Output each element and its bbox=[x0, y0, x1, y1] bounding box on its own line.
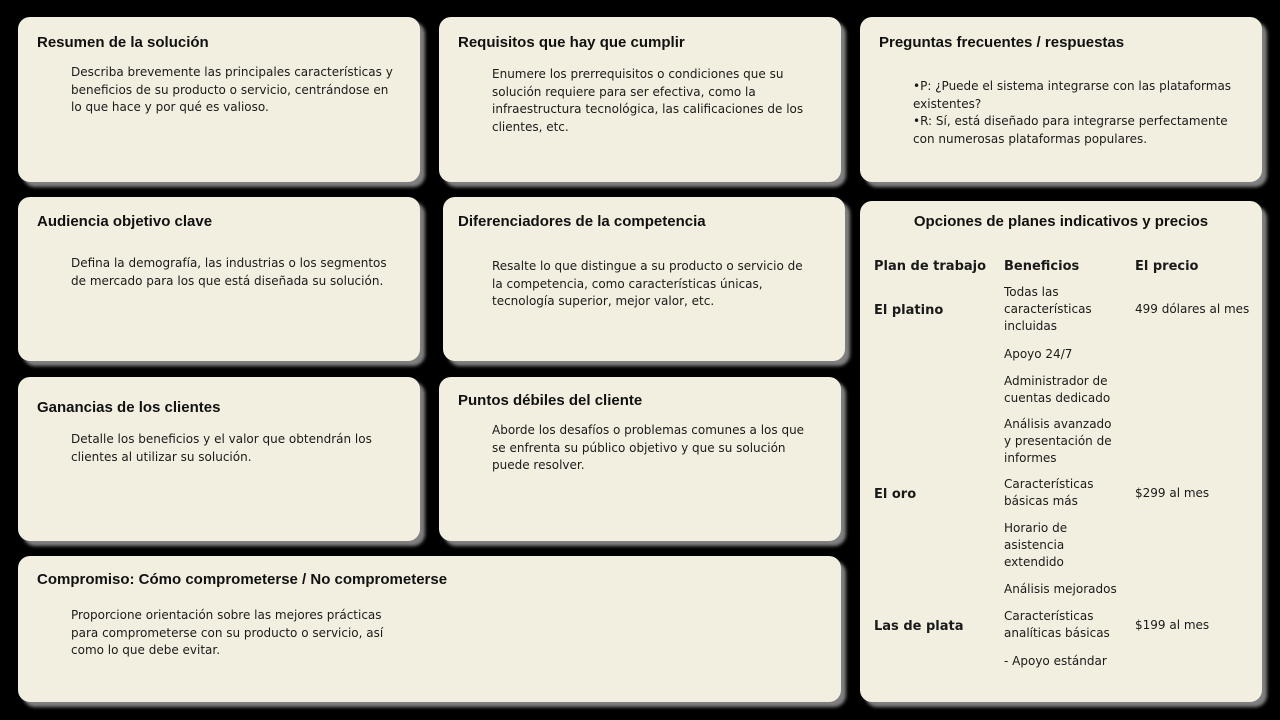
benefit-item: Apoyo 24/7 bbox=[1004, 347, 1073, 361]
plan-price-platinum: 499 dólares al mes bbox=[1135, 302, 1250, 316]
benefit-item: - Apoyo estándar bbox=[1004, 654, 1107, 668]
requirements-title: Requisitos que hay que cumplir bbox=[458, 34, 685, 51]
plan-name-platinum: El platino bbox=[874, 303, 944, 318]
gains-title: Ganancias de los clientes bbox=[37, 399, 221, 416]
faq-title: Preguntas frecuentes / respuestas bbox=[879, 34, 1125, 51]
faq-question: •P: ¿Puede el sistema integrarse con las plataformas existentes? bbox=[913, 79, 1232, 111]
faq-card bbox=[860, 17, 1262, 182]
plan-price-silver: $199 al mes bbox=[1135, 618, 1210, 632]
differentiators-card bbox=[443, 197, 845, 361]
plan-price-gold: $299 al mes bbox=[1135, 486, 1210, 500]
differentiators-title: Diferenciadores de la competencia bbox=[458, 213, 706, 230]
benefit-item: Características analíticas básicas bbox=[1004, 609, 1110, 640]
summary-body: Describa brevemente las principales características y beneficios de su producto o servicio, centrándose en lo que hace y por qué es valioso. bbox=[71, 65, 393, 114]
requirements-body: Enumere los prerrequisitos o condiciones que su solución requiere para ser efectiva, como la infraestructura tecnológica, las calificaciones de los clientes, etc. bbox=[492, 67, 804, 134]
gains-body: Detalle los beneficios y el valor que obtendrán los clientes al utilizar su solución. bbox=[71, 432, 372, 464]
engagement-card bbox=[18, 556, 841, 702]
summary-title: Resumen de la solución bbox=[37, 34, 209, 51]
summary-card bbox=[18, 17, 420, 182]
benefit-item: Análisis mejorados bbox=[1004, 582, 1117, 596]
header-benefits: Beneficios bbox=[1004, 259, 1080, 274]
faq-answer: •R: Sí, está diseñado para integrarse perfectamente con numerosas plataformas populares. bbox=[913, 114, 1228, 146]
audience-body: Defina la demografía, las industrias o los segmentos de mercado para los que está diseñada su solución. bbox=[71, 256, 387, 288]
header-plan: Plan de trabajo bbox=[874, 259, 987, 274]
benefit-item: Análisis avanzado y presentación de informes bbox=[1004, 417, 1112, 465]
plan-name-silver: Las de plata bbox=[874, 619, 964, 634]
engagement-body: Proporcione orientación sobre las mejores prácticas para comprometerse con su producto o servicio, así como lo que debe evitar. bbox=[71, 608, 384, 657]
engagement-title: Compromiso: Cómo comprometerse / No comprometerse bbox=[37, 571, 448, 588]
audience-card bbox=[18, 197, 420, 361]
requirements-card bbox=[439, 17, 841, 182]
pains-card bbox=[439, 377, 841, 541]
pains-title: Puntos débiles del cliente bbox=[458, 392, 643, 409]
audience-title: Audiencia objetivo clave bbox=[37, 213, 213, 230]
pricing-card bbox=[860, 201, 1262, 702]
pains-body: Aborde los desafíos o problemas comunes a los que se enfrenta su público objetivo y que su solución puede resolver. bbox=[492, 423, 805, 472]
plan-name-gold: El oro bbox=[874, 487, 917, 502]
benefit-item: Administrador de cuentas dedicado bbox=[1004, 374, 1111, 405]
benefit-item: Todas las características incluidas bbox=[1004, 285, 1092, 333]
benefit-item: Horario de asistencia extendido bbox=[1004, 521, 1068, 569]
differentiators-body: Resalte lo que distingue a su producto o servicio de la competencia, como características únicas, tecnología superior, mejor valor, etc. bbox=[492, 259, 803, 308]
benefit-item: Características básicas más bbox=[1004, 477, 1094, 508]
header-price: El precio bbox=[1135, 259, 1199, 274]
gains-card bbox=[18, 377, 420, 541]
pricing-title: Opciones de planes indicativos y precios bbox=[913, 213, 1209, 230]
